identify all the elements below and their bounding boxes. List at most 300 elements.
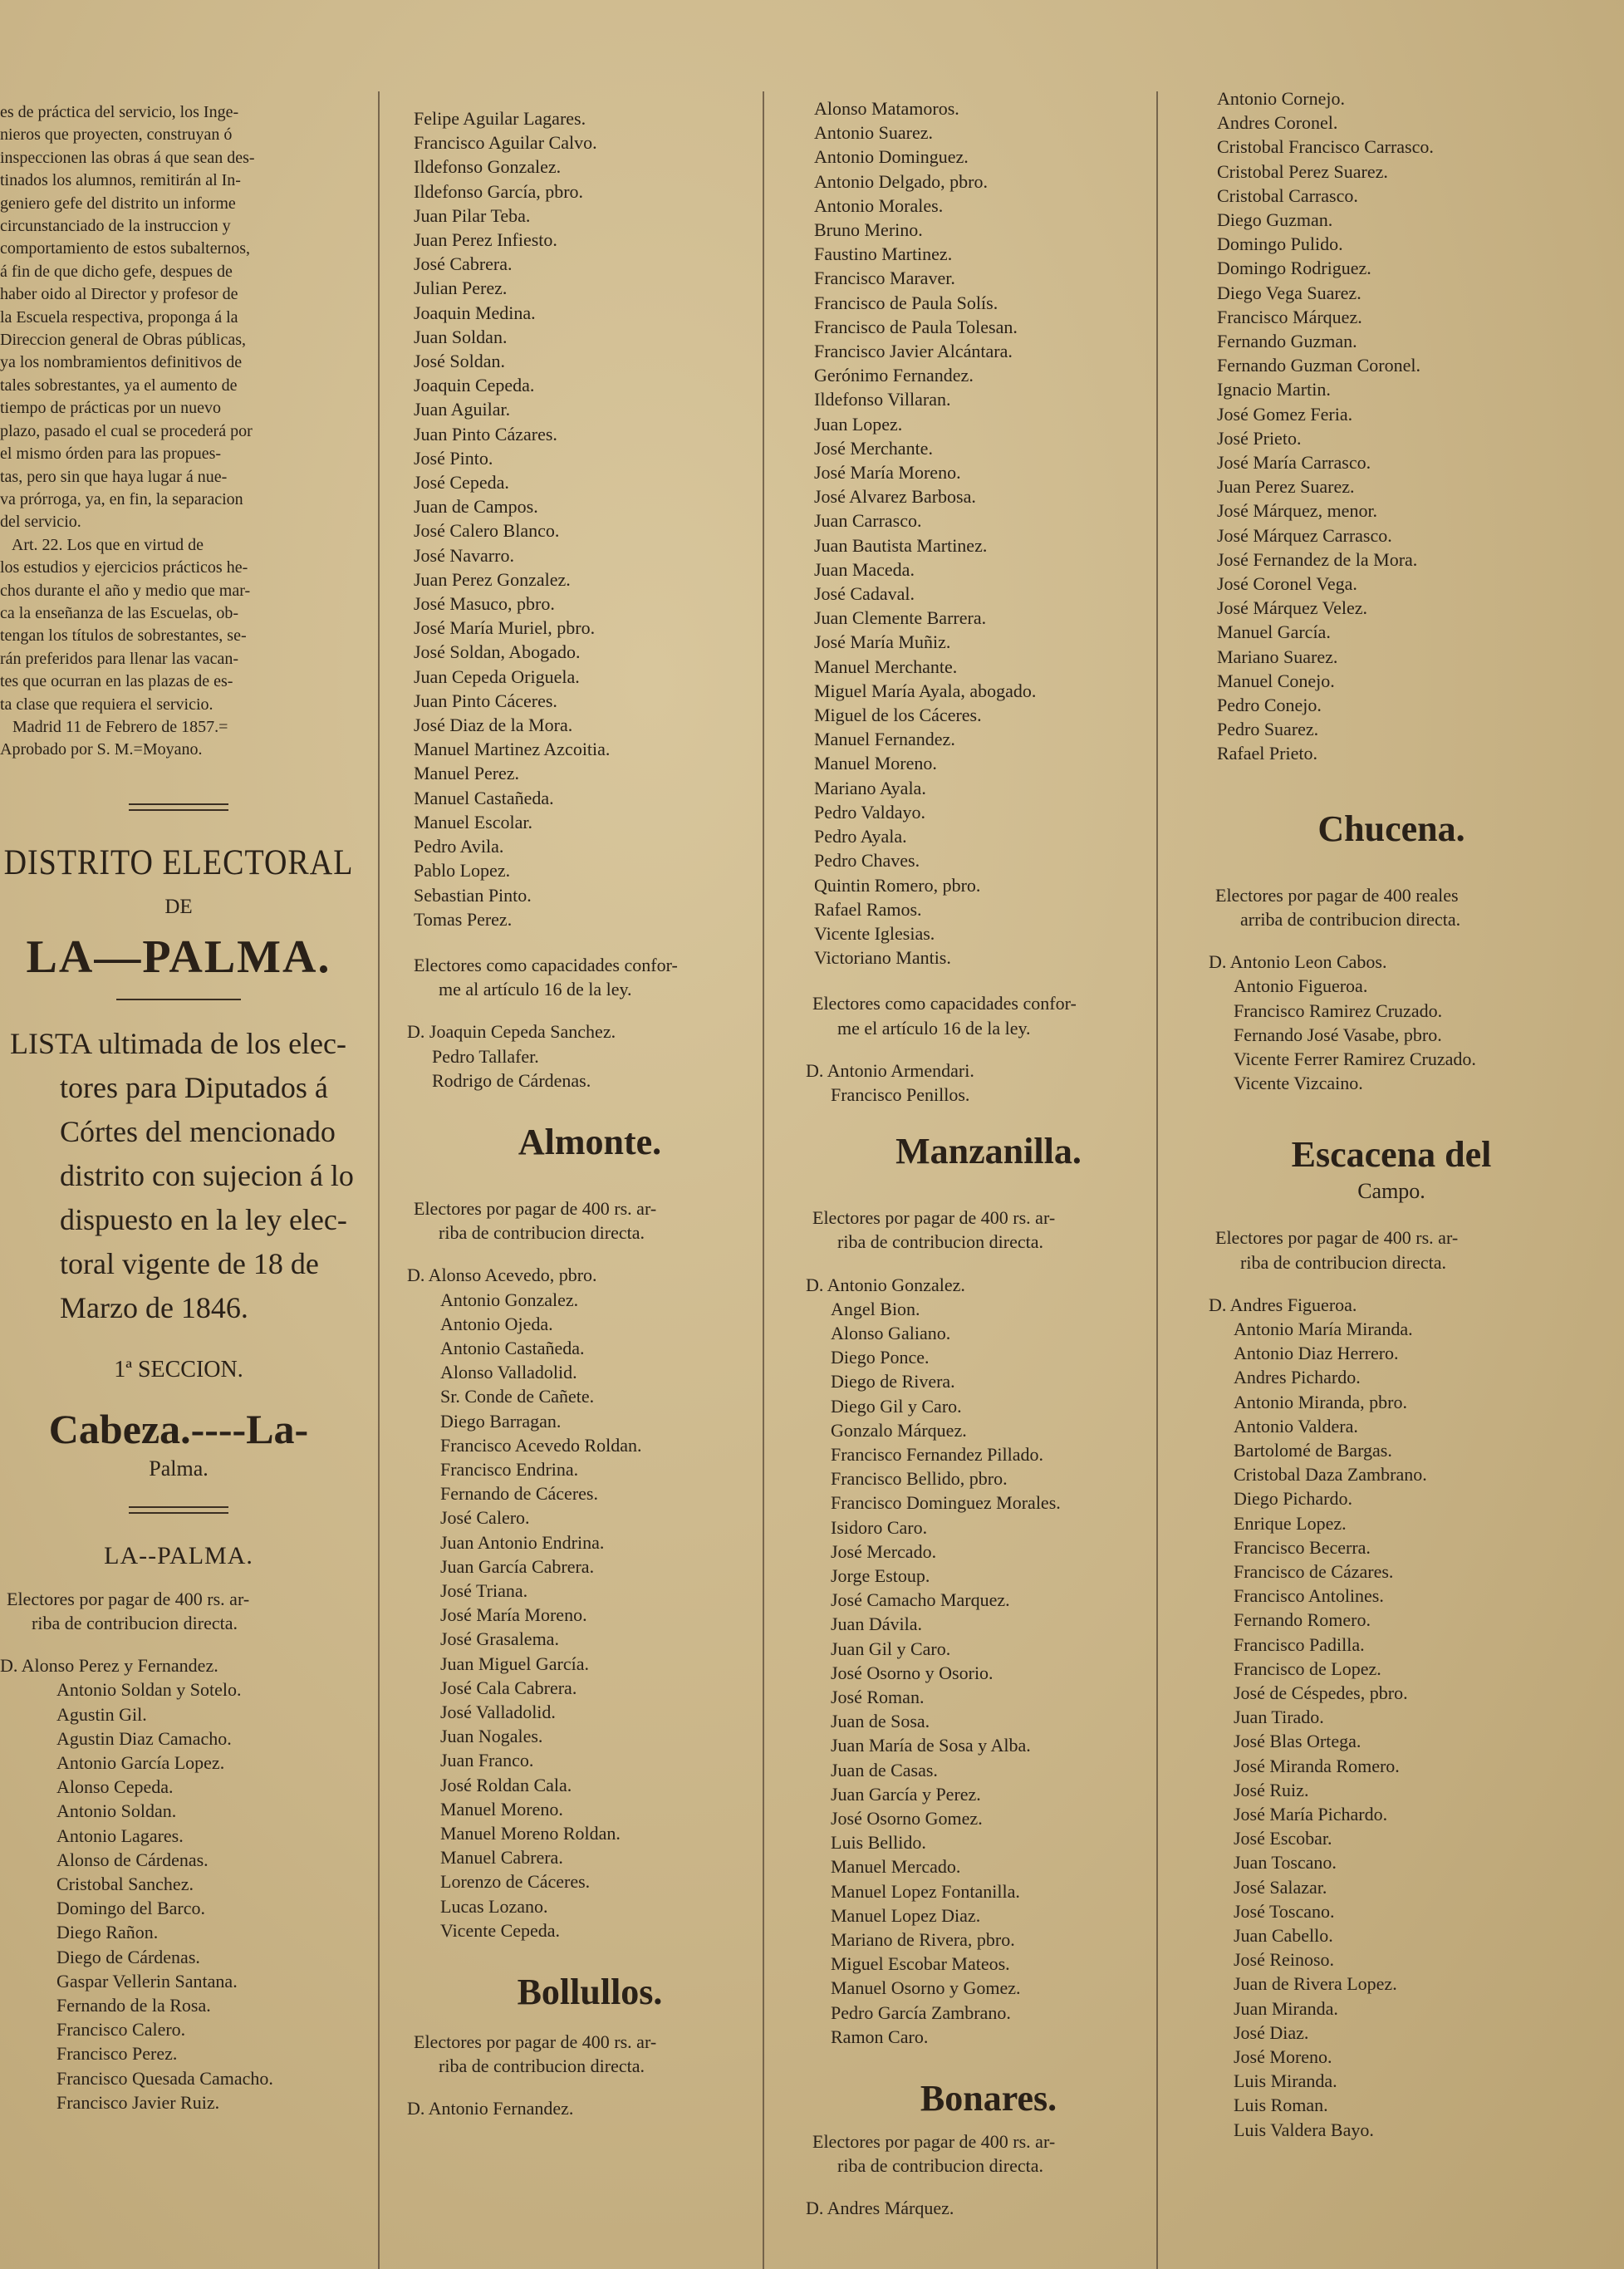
electors-list (407, 106, 773, 931)
elector-name: José Camacho Marquez. (831, 1589, 1010, 1611)
elector-name: Bruno Merino. (814, 219, 923, 241)
elector-name: Cristobal Francisco Carrasco. (1217, 136, 1434, 158)
elector-name: Antonio Delgado, pbro. (814, 170, 988, 192)
elector-name: José Cala Cabrera. (440, 1677, 577, 1698)
elector-name: Alonso Cepeda. (56, 1776, 174, 1798)
electors-list (407, 2096, 773, 2120)
elector-name: Andres Pichardo. (1234, 1367, 1361, 1388)
elector-name: Fernando de la Rosa. (56, 1995, 211, 2016)
elector-name: Pedro Suarez. (1217, 719, 1319, 740)
elector-name: José María Pichardo. (1234, 1803, 1388, 1825)
separator (129, 803, 228, 811)
capacidades-note (407, 953, 773, 1001)
elector-name: Juan Dávila. (831, 1613, 922, 1635)
elector-name: Francisco Bellido, pbro. (831, 1468, 1008, 1490)
electores-line: Electores por pagar de 400 rs. ar- (7, 1588, 250, 1609)
elector-name: Diego de Cárdenas. (56, 1946, 200, 1967)
elector-name: Antonio Suarez. (814, 122, 933, 144)
elector-name: José Roman. (831, 1686, 925, 1707)
elector-name: Francisco Dominguez Morales. (831, 1492, 1061, 1514)
decree-line: Direccion general de Obras públicas, (0, 331, 246, 350)
elector-name: Quintin Romero, pbro. (814, 874, 981, 896)
elector-name: José Gomez Feria. (1217, 403, 1353, 425)
elector-name: José Soldan, Abogado. (414, 641, 581, 663)
elector-name: Juan de Campos. (414, 496, 538, 518)
elector-name: Ildefonso Gonzalez. (414, 156, 562, 178)
escacena-heading: Escacena del (1291, 1134, 1492, 1176)
electores-line: riba de contribucion directa. (837, 1231, 1044, 1253)
elector-name: Jorge Estoup. (831, 1564, 930, 1586)
elector-name: José Navarro. (414, 544, 514, 566)
elector-name: Diego de Rivera. (831, 1371, 955, 1392)
elector-name: Rafael Prieto. (1217, 743, 1317, 764)
elector-name: José Mercado. (831, 1540, 937, 1562)
elector-name: Cristobal Daza Zambrano. (1234, 1464, 1427, 1486)
elector-name: D. Antonio Fernandez. (407, 2098, 574, 2119)
decree-line: tengan los títulos de sobrestantes, se- (0, 626, 247, 646)
elector-name: José Prieto. (1217, 427, 1302, 449)
decree-line: ta clase que requiera el servicio. (0, 695, 213, 714)
elector-name: Francisco de Lopez. (1234, 1658, 1381, 1679)
elector-name: Manuel Moreno. (814, 753, 937, 774)
elector-name: Manuel Moreno. (440, 1798, 563, 1820)
elector-name: Francisco Aguilar Calvo. (414, 132, 597, 154)
lista-heading (0, 1022, 357, 1330)
electores-note (407, 1196, 773, 1245)
elector-name: Juan Lopez. (814, 413, 903, 435)
electores-line: riba de contribucion directa. (1240, 1251, 1447, 1273)
decree-line: es de práctica del servicio, los Inge- (0, 103, 239, 121)
electores-line: Electores por pagar de 400 reales (1215, 884, 1459, 906)
elector-name: Diego Vega Suarez. (1217, 282, 1362, 303)
elector-name: Antonio Lagares. (56, 1825, 184, 1846)
manzanilla-heading: Manzanilla. (895, 1131, 1082, 1172)
elector-name: Vicente Cepeda. (440, 1919, 561, 1941)
elector-name: Victoriano Mantis. (814, 947, 951, 969)
electores-note (806, 2129, 1171, 2178)
elector-name: Fernando Guzman Coronel. (1217, 355, 1420, 376)
elector-name: José Diaz. (1234, 2021, 1309, 2043)
elector-name: Francisco Márquez. (1217, 306, 1362, 327)
lista-line: Córtes del mencionado (60, 1114, 336, 1148)
elector-name: D. Andres Márquez. (806, 2198, 954, 2219)
elector-name: Manuel Osorno y Gomez. (831, 1977, 1021, 1999)
elector-name: Pedro Ayala. (814, 826, 907, 847)
elector-name: D. Antonio Leon Cabos. (1209, 951, 1387, 973)
cabeza-heading: Cabeza.----La- (48, 1405, 309, 1452)
elector-name: José María Muriel, pbro. (414, 617, 596, 639)
elector-name: Juan Soldan. (414, 326, 508, 347)
capacidades-note (806, 991, 1171, 1039)
elector-name: José Fernandez de la Mora. (1217, 548, 1418, 570)
elector-name: Mariano Suarez. (1217, 646, 1338, 667)
electores-line: Electores por pagar de 400 rs. ar- (414, 2031, 657, 2053)
seccion-heading: 1ª SECCION. (114, 1356, 243, 1383)
elector-name: Diego Rañon. (56, 1922, 159, 1943)
elector-name: Ildefonso García, pbro. (414, 180, 584, 202)
elector-name: Domingo Rodriguez. (1217, 258, 1371, 279)
elector-name: Vicente Vizcaino. (1234, 1073, 1363, 1094)
elector-name: Juan Perez Suarez. (1217, 476, 1355, 498)
elector-name: Luis Bellido. (831, 1832, 926, 1854)
decree-line: Aprobado por S. M.=Moyano. (0, 740, 203, 759)
elector-name: Joaquin Medina. (414, 302, 536, 323)
elector-name: Antonio Cornejo. (1217, 88, 1345, 109)
decree-line: geniero gefe del distrito un informe (0, 194, 236, 213)
elector-name: José Triana. (440, 1579, 528, 1601)
decree-line: tas, pero sin que haya lugar á nue- (0, 467, 228, 486)
column-2 (407, 106, 773, 2121)
elector-name: Rafael Ramos. (814, 898, 922, 920)
elector-name: Antonio Figueroa. (1234, 975, 1368, 997)
elector-name: Vicente Iglesias. (814, 922, 935, 944)
elector-name: Juan Tirado. (1234, 1707, 1324, 1728)
decree-line: ya los nombramientos definitivos de (0, 353, 243, 372)
elector-name: Diego Pichardo. (1234, 1488, 1352, 1510)
bonares-heading: Bonares. (920, 2078, 1057, 2119)
capacidades-line: me el artículo 16 de la ley. (837, 1017, 1031, 1039)
decree-line: plazo, pasado el cual se procederá por (0, 421, 253, 440)
decree-line: ca la enseñanza de las Escuelas, ob- (0, 603, 239, 622)
lista-line: distrito con sujecion á lo (60, 1158, 354, 1192)
elector-name: Felipe Aguilar Lagares. (414, 108, 586, 129)
elector-name: José María Moreno. (814, 462, 961, 484)
decree-line: tiempo de prácticas por un nuevo (0, 399, 222, 418)
elector-name: Francisco Quesada Camacho. (56, 2067, 273, 2089)
elector-name: José Toscano. (1234, 1900, 1335, 1922)
decree-line: circunstanciado de la instruccion y (0, 217, 231, 236)
elector-name: Andres Coronel. (1217, 112, 1338, 134)
elector-name: Juan de Casas. (831, 1759, 938, 1780)
elector-name: Francisco Perez. (56, 2043, 178, 2065)
elector-name: Agustin Diaz Camacho. (56, 1727, 232, 1749)
elector-name: José Escobar. (1234, 1828, 1332, 1849)
elector-name: Joaquin Cepeda. (414, 375, 535, 396)
elector-name: Juan María de Sosa y Alba. (831, 1735, 1031, 1756)
lista-line: dispuesto en la ley elec- (60, 1202, 347, 1236)
elector-name: Juan Miranda. (1234, 1997, 1338, 2019)
la-palma-subheading: LA--PALMA. (104, 1541, 253, 1569)
elector-name: Manuel García. (1217, 621, 1331, 643)
elector-name: Fernando Romero. (1234, 1609, 1371, 1631)
almonte-heading: Almonte. (518, 1121, 662, 1162)
elector-name: José Alvarez Barbosa. (814, 486, 976, 508)
elector-name: Manuel Lopez Fontanilla. (831, 1880, 1020, 1902)
elector-name: Sr. Conde de Cañete. (440, 1386, 595, 1407)
elector-name: Francisco Javier Ruiz. (56, 2091, 220, 2113)
decree-line: el mismo órden para las propues- (0, 444, 222, 464)
elector-name: José Ruiz. (1234, 1779, 1309, 1800)
decree-line: comportamiento de estos subalternos, (0, 239, 251, 258)
lista-line: toral vigente de 18 de (60, 1246, 319, 1280)
elector-name: Antonio Diaz Herrero. (1234, 1343, 1399, 1364)
elector-name: Antonio Soldan y Sotelo. (56, 1679, 242, 1701)
elector-name: Manuel Escolar. (414, 811, 532, 832)
bollullos-heading: Bollullos. (517, 1972, 663, 2013)
electores-line: riba de contribucion directa. (439, 1222, 645, 1244)
elector-name: José María Moreno. (440, 1604, 587, 1626)
elector-name: Pedro García Zambrano. (831, 2001, 1011, 2023)
elector-name: Fernando Guzman. (1217, 331, 1357, 352)
elector-name: Juan Pilar Teba. (414, 204, 531, 226)
capacidades-list (806, 1058, 1171, 1107)
elector-name: Juan Franco. (440, 1750, 534, 1771)
electors-list (0, 1653, 357, 2114)
elector-name: Alonso de Cárdenas. (56, 1849, 209, 1870)
elector-name: Pedro Chaves. (814, 850, 920, 872)
decree-line: nieros que proyecten, construyan ó (0, 125, 233, 145)
separator (129, 1506, 228, 1514)
electors-list (1209, 950, 1574, 1095)
elector-name: José Merchante. (814, 437, 933, 459)
decree-line: á fin de que dicho gefe, despues de (0, 262, 233, 281)
decree-line: inspeccionen las obras á que sean des- (0, 148, 255, 167)
elector-name: Alonso Valladolid. (440, 1362, 577, 1383)
electores-line: riba de contribucion directa. (439, 2055, 645, 2077)
elector-name: D. Alonso Perez y Fernandez. (0, 1655, 218, 1677)
elector-name: Pedro Tallafer. (432, 1045, 539, 1067)
elector-name: José Reinoso. (1234, 1949, 1334, 1971)
elector-name: Manuel Cabrera. (440, 1847, 563, 1869)
elector-name: José Cepeda. (414, 472, 509, 494)
elector-name: Francisco Antolines. (1234, 1585, 1384, 1607)
column-3 (806, 96, 1171, 2221)
elector-name: Cristobal Perez Suarez. (1217, 160, 1388, 182)
elector-name: Juan Gil y Caro. (831, 1638, 951, 1659)
elector-name: Sebastian Pinto. (414, 884, 532, 906)
elector-name: Juan Perez Infiesto. (414, 229, 557, 251)
elector-name: José Márquez Carrasco. (1217, 524, 1392, 546)
elector-name: Diego Barragan. (440, 1410, 562, 1432)
elector-name: José Pinto. (414, 447, 493, 469)
elector-name: Mariano Ayala. (814, 777, 926, 798)
elector-name: José Blas Ortega. (1234, 1731, 1362, 1752)
decree-text (0, 101, 357, 762)
elector-name: Juan Cabello. (1234, 1925, 1333, 1946)
elector-name: Francisco Endrina. (440, 1458, 579, 1480)
decree-line: rán preferidos para llenar las vacan- (0, 649, 239, 668)
elector-name: Juan Pinto Cázares. (414, 423, 557, 444)
lista-line: tores para Diputados á (60, 1070, 328, 1104)
elector-name: Mariano de Rivera, pbro. (831, 1929, 1015, 1951)
elector-name: Francisco de Cázares. (1234, 1560, 1394, 1582)
elector-name: José Calero Blanco. (414, 520, 560, 542)
elector-name: Juan García Cabrera. (440, 1555, 595, 1577)
column-1 (0, 101, 357, 2114)
electores-note (407, 2030, 773, 2078)
elector-name: Luis Valdera Bayo. (1234, 2119, 1374, 2140)
elector-name: Francisco Ramirez Cruzado. (1234, 999, 1443, 1021)
elector-name: Francisco Javier Alcántara. (814, 341, 1013, 362)
elector-name: José Márquez Velez. (1217, 597, 1368, 619)
electores-line: Electores por pagar de 400 rs. ar- (414, 1197, 657, 1219)
elector-name: Agustin Gil. (56, 1703, 147, 1725)
elector-name: Manuel Mercado. (831, 1856, 961, 1878)
elector-name: Juan Toscano. (1234, 1852, 1337, 1874)
elector-name: Manuel Lopez Diaz. (831, 1904, 981, 1926)
elector-name: Rodrigo de Cárdenas. (432, 1069, 591, 1091)
elector-name: Lorenzo de Cáceres. (440, 1871, 591, 1893)
elector-name: Juan Aguilar. (414, 399, 511, 420)
electores-note (1209, 1225, 1574, 1274)
elector-name: Antonio Soldan. (56, 1800, 177, 1822)
elector-name: Antonio Castañeda. (440, 1337, 585, 1358)
elector-name: Francisco de Paula Solís. (814, 292, 998, 313)
decree-line: tinados los alumnos, remitirán al In- (0, 171, 241, 190)
elector-name: Juan Antonio Endrina. (440, 1531, 605, 1553)
electores-line: riba de contribucion directa. (32, 1612, 238, 1633)
elector-name: José Cadaval. (814, 583, 915, 605)
elector-name: Juan Miguel García. (440, 1653, 589, 1674)
elector-name: Francisco Fernandez Pillado. (831, 1443, 1043, 1465)
elector-name: Juan Maceda. (814, 558, 915, 580)
decree-line: haber oido al Director y profesor de (0, 285, 238, 304)
elector-name: Isidoro Caro. (831, 1516, 928, 1538)
elector-name: Manuel Fernandez. (814, 729, 955, 750)
chucena-heading: Chucena. (1317, 808, 1465, 849)
lista-line: LISTA ultimada de los elec- (10, 1026, 346, 1060)
electors-list (1209, 1293, 1574, 2142)
elector-name: Francisco Penillos. (831, 1083, 970, 1105)
elector-name: Juan de Sosa. (831, 1711, 930, 1732)
distrito-heading: DISTRITO ELECTORAL (3, 842, 354, 882)
elector-name: Antonio María Miranda. (1234, 1318, 1413, 1339)
decree-line: chos durante el año y medio que mar- (0, 581, 251, 600)
elector-name: Ildefonso Villaran. (814, 389, 951, 410)
elector-name: José Moreno. (1234, 2046, 1332, 2068)
elector-name: Fernando de Cáceres. (440, 1483, 598, 1505)
elector-name: José Osorno y Osorio. (831, 1662, 994, 1683)
electores-note (0, 1587, 357, 1635)
elector-name: José Diaz de la Mora. (414, 715, 573, 736)
elector-name: Manuel Perez. (414, 763, 520, 784)
column-4 (1209, 86, 1574, 2142)
elector-name: Juan Carrasco. (814, 510, 922, 532)
column-rule (378, 91, 380, 2269)
elector-name: Juan Nogales. (440, 1726, 543, 1747)
decree-line: la Escuela respectiva, proponga á la (0, 307, 238, 327)
elector-name: Pedro Conejo. (1217, 695, 1322, 716)
elector-name: Manuel Moreno Roldan. (440, 1823, 621, 1844)
elector-name: Bartolomé de Bargas. (1234, 1439, 1392, 1461)
elector-name: Tomas Perez. (414, 908, 513, 930)
elector-name: Julian Perez. (414, 277, 508, 299)
electores-line: riba de contribucion directa. (837, 2155, 1044, 2177)
electores-line: Electores por pagar de 400 rs. ar- (812, 1207, 1056, 1229)
decree-line: tes que ocurran en las plazas de es- (0, 672, 233, 691)
elector-name: José Osorno Gomez. (831, 1808, 983, 1829)
elector-name: Domingo del Barco. (56, 1898, 206, 1919)
elector-name: Miguel María Ayala, abogado. (814, 680, 1037, 701)
decree-line: Madrid 11 de Febrero de 1857.= (0, 717, 228, 736)
elector-name: Angel Bion. (831, 1298, 920, 1319)
elector-name: Luis Roman. (1234, 2095, 1328, 2116)
elector-name: Francisco Calero. (56, 2019, 186, 2041)
elector-name: Antonio Miranda, pbro. (1234, 1391, 1407, 1412)
elector-name: Manuel Conejo. (1217, 670, 1335, 691)
elector-name: Francisco Acevedo Roldan. (440, 1434, 642, 1456)
elector-name: Francisco Maraver. (814, 268, 955, 289)
elector-name: José Masuco, pbro. (414, 593, 555, 615)
decree-line: va prórroga, ya, en fin, la separacion (0, 489, 243, 508)
elector-name: Diego Ponce. (831, 1347, 930, 1368)
elector-name: Francisco de Paula Tolesan. (814, 316, 1018, 337)
elector-name: José de Céspedes, pbro. (1234, 1682, 1408, 1703)
electors-list (407, 1263, 773, 1942)
elector-name: Alonso Galiano. (831, 1322, 951, 1343)
elector-name: Gerónimo Fernandez. (814, 365, 974, 386)
electors-list (806, 1273, 1171, 2050)
elector-name: Diego Guzman. (1217, 209, 1333, 231)
elector-name: José Márquez, menor. (1217, 500, 1378, 522)
elector-name: Antonio Valdera. (1234, 1415, 1358, 1437)
elector-name: Antonio Dominguez. (814, 146, 969, 168)
electores-note (806, 1206, 1171, 1254)
elector-name: Gaspar Vellerin Santana. (56, 1970, 238, 1992)
elector-name: José Grasalema. (440, 1628, 559, 1650)
electores-note (1209, 883, 1574, 931)
electors-list (1209, 86, 1574, 766)
electors-list (806, 2196, 1171, 2220)
capacidades-list (407, 1019, 773, 1093)
elector-name: José Cabrera. (414, 253, 513, 275)
la-palma-heading: LA—PALMA. (26, 931, 331, 983)
elector-name: Vicente Ferrer Ramirez Cruzado. (1234, 1048, 1476, 1069)
elector-name: Domingo Pulido. (1217, 233, 1343, 255)
capacidades-line: Electores como capacidades confor- (812, 993, 1077, 1014)
elector-name: Antonio Gonzalez. (440, 1289, 579, 1310)
decree-line: Art. 22. Los que en virtud de (0, 535, 204, 554)
elector-name: Manuel Martinez Azcoitia. (414, 739, 611, 760)
elector-name: Juan de Rivera Lopez. (1234, 1973, 1397, 1995)
capacidades-line: me al artículo 16 de la ley. (439, 979, 632, 1000)
elector-name: Pedro Valdayo. (814, 801, 926, 823)
elector-name: Lucas Lozano. (440, 1895, 548, 1917)
elector-name: Pablo Lopez. (414, 860, 511, 882)
elector-name: D. Antonio Armendari. (806, 1059, 974, 1081)
electores-line: Electores por pagar de 400 rs. ar- (1215, 1227, 1459, 1249)
elector-name: Francisco Becerra. (1234, 1536, 1371, 1558)
elector-name: Luis Miranda. (1234, 2070, 1337, 2092)
elector-name: José Soldan. (414, 351, 505, 372)
elector-name: Antonio Ojeda. (440, 1313, 553, 1334)
elector-name: Juan Clemente Barrera. (814, 607, 987, 629)
elector-name: Francisco Padilla. (1234, 1633, 1365, 1655)
elector-name: Juan Pinto Cáceres. (414, 690, 557, 711)
elector-name: D. Andres Figueroa. (1209, 1294, 1357, 1315)
ornament-rule (116, 999, 241, 1000)
decree-line: tales sobrestantes, ya el aumento de (0, 376, 238, 395)
elector-name: Antonio Morales. (814, 194, 944, 216)
elector-name: Fernando José Vasabe, pbro. (1234, 1024, 1442, 1045)
elector-name: D. Alonso Acevedo, pbro. (407, 1265, 597, 1286)
capacidades-line: Electores como capacidades confor- (414, 954, 678, 975)
lista-line: Marzo de 1846. (60, 1290, 248, 1324)
decree-line: los estudios y ejercicios prácticos he- (0, 558, 248, 577)
elector-name: Juan Bautista Martinez. (814, 534, 988, 556)
elector-name: Faustino Martinez. (814, 243, 953, 265)
elector-name: Diego Gil y Caro. (831, 1395, 962, 1417)
elector-name: Cristobal Carrasco. (1217, 184, 1358, 206)
elector-name: Cristobal Sanchez. (56, 1874, 194, 1895)
electores-line: Electores por pagar de 400 rs. ar- (812, 2131, 1056, 2153)
elector-name: José Miranda Romero. (1234, 1755, 1400, 1776)
elector-name: Ignacio Martin. (1217, 379, 1331, 400)
elector-name: Miguel Escobar Mateos. (831, 1953, 1010, 1975)
elector-name: Juan Perez Gonzalez. (414, 568, 571, 590)
cabeza-subheading: Palma. (149, 1456, 209, 1481)
decree-line: del servicio. (0, 513, 81, 532)
